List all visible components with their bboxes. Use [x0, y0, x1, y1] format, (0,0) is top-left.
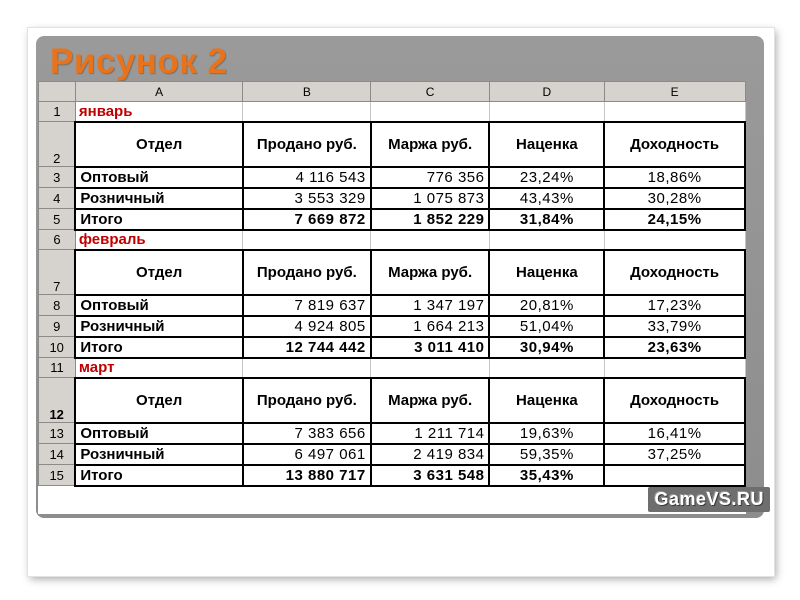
profit-cell[interactable]: 30,28% — [604, 188, 745, 209]
profit-cell[interactable]: 16,41% — [604, 423, 745, 444]
column-header-row — [39, 82, 746, 102]
empty-cell[interactable] — [604, 358, 745, 378]
row-header[interactable]: 6 — [39, 230, 76, 250]
column-header-d[interactable]: D — [489, 82, 604, 102]
column-header-b[interactable]: B — [243, 82, 371, 102]
markup-cell[interactable]: 20,81% — [489, 295, 604, 316]
table-row — [39, 444, 746, 465]
margin-cell[interactable]: 1 664 213 — [371, 316, 490, 337]
profit-cell[interactable] — [604, 465, 745, 486]
markup-cell[interactable]: 59,35% — [489, 444, 604, 465]
header-margin[interactable]: Маржа руб. — [371, 122, 490, 167]
empty-cell[interactable] — [489, 102, 604, 122]
month-label[interactable]: февраль — [75, 230, 243, 250]
row-header[interactable]: 7 — [39, 250, 76, 295]
empty-cell[interactable] — [243, 358, 371, 378]
sold-cell[interactable]: 3 553 329 — [243, 188, 371, 209]
header-department[interactable]: Отдел — [75, 250, 243, 295]
table-header-row — [39, 122, 746, 167]
table-header-row — [39, 250, 746, 295]
table-row — [39, 188, 746, 209]
slide-title: Рисунок 2 — [50, 42, 228, 81]
profit-cell[interactable]: 17,23% — [604, 295, 745, 316]
row-header[interactable]: 3 — [39, 167, 76, 188]
section-january — [39, 102, 746, 230]
row-header[interactable]: 1 — [39, 102, 76, 122]
sold-cell[interactable]: 4 924 805 — [243, 316, 371, 337]
month-label[interactable]: март — [75, 358, 243, 378]
margin-cell[interactable]: 1 211 714 — [371, 423, 490, 444]
total-row — [39, 465, 746, 486]
row-header[interactable]: 15 — [39, 465, 76, 486]
row-header[interactable]: 12 — [39, 378, 76, 423]
header-department[interactable]: Отдел — [75, 122, 243, 167]
total-row — [39, 209, 746, 230]
spreadsheet-grid — [38, 81, 746, 487]
department-cell[interactable]: Розничный — [75, 188, 243, 209]
sold-cell[interactable]: 4 116 543 — [243, 167, 371, 188]
department-cell[interactable]: Итого — [75, 209, 243, 230]
header-sold[interactable]: Продано руб. — [243, 122, 371, 167]
margin-cell[interactable]: 3 631 548 — [371, 465, 490, 486]
profit-cell[interactable]: 23,63% — [604, 337, 745, 358]
header-sold[interactable]: Продано руб. — [243, 378, 371, 423]
header-profitability[interactable]: Доходность — [604, 122, 745, 167]
empty-cell[interactable] — [371, 358, 490, 378]
margin-cell[interactable]: 1 347 197 — [371, 295, 490, 316]
margin-cell[interactable]: 1 075 873 — [371, 188, 490, 209]
sold-cell[interactable]: 7 383 656 — [243, 423, 371, 444]
select-all-corner[interactable] — [39, 82, 76, 102]
section-march — [39, 358, 746, 486]
department-cell[interactable]: Итого — [75, 465, 243, 486]
markup-cell[interactable]: 30,94% — [489, 337, 604, 358]
watermark-text: GameVS.RU — [654, 489, 764, 509]
row-header[interactable]: 10 — [39, 337, 76, 358]
empty-cell[interactable] — [371, 230, 490, 250]
markup-cell[interactable]: 51,04% — [489, 316, 604, 337]
month-row — [39, 230, 746, 250]
month-label[interactable]: январь — [75, 102, 243, 122]
department-cell[interactable]: Розничный — [75, 316, 243, 337]
header-markup[interactable]: Наценка — [489, 378, 604, 423]
row-header[interactable]: 4 — [39, 188, 76, 209]
row-header[interactable]: 9 — [39, 316, 76, 337]
row-header[interactable]: 5 — [39, 209, 76, 230]
margin-cell[interactable]: 1 852 229 — [371, 209, 490, 230]
row-header[interactable]: 2 — [39, 122, 76, 167]
section-february — [39, 230, 746, 358]
sold-cell[interactable]: 13 880 717 — [243, 465, 371, 486]
header-profitability[interactable]: Доходность — [604, 378, 745, 423]
table-row — [39, 167, 746, 188]
table-row — [39, 423, 746, 444]
markup-cell[interactable]: 35,43% — [489, 465, 604, 486]
profit-cell[interactable]: 37,25% — [604, 444, 745, 465]
profit-cell[interactable]: 24,15% — [604, 209, 745, 230]
empty-cell[interactable] — [243, 102, 371, 122]
table-row — [39, 295, 746, 316]
month-row — [39, 358, 746, 378]
total-row — [39, 337, 746, 358]
spreadsheet-image — [38, 81, 746, 514]
watermark-logo — [648, 487, 770, 512]
empty-cell[interactable] — [371, 102, 490, 122]
department-cell[interactable]: Итого — [75, 337, 243, 358]
row-header[interactable]: 13 — [39, 423, 76, 444]
header-sold[interactable]: Продано руб. — [243, 250, 371, 295]
row-header[interactable]: 14 — [39, 444, 76, 465]
markup-cell[interactable]: 23,24% — [489, 167, 604, 188]
header-margin[interactable]: Маржа руб. — [371, 250, 490, 295]
margin-cell[interactable]: 3 011 410 — [371, 337, 490, 358]
margin-cell[interactable]: 2 419 834 — [371, 444, 490, 465]
row-header[interactable]: 8 — [39, 295, 76, 316]
table-header-row — [39, 378, 746, 423]
department-cell[interactable]: Оптовый — [75, 295, 243, 316]
month-row — [39, 102, 746, 122]
empty-cell[interactable] — [604, 230, 745, 250]
sold-cell[interactable]: 12 744 442 — [243, 337, 371, 358]
sold-cell[interactable]: 6 497 061 — [243, 444, 371, 465]
table-row — [39, 316, 746, 337]
sold-cell[interactable]: 7 819 637 — [243, 295, 371, 316]
profit-cell[interactable]: 33,79% — [604, 316, 745, 337]
header-markup[interactable]: Наценка — [489, 122, 604, 167]
empty-cell[interactable] — [489, 358, 604, 378]
header-department[interactable]: Отдел — [75, 378, 243, 423]
header-markup[interactable]: Наценка — [489, 250, 604, 295]
column-header-a[interactable]: A — [75, 82, 243, 102]
margin-cell[interactable]: 776 356 — [371, 167, 490, 188]
header-margin[interactable]: Маржа руб. — [371, 378, 490, 423]
department-cell[interactable]: Розничный — [75, 444, 243, 465]
empty-cell[interactable] — [489, 230, 604, 250]
markup-cell[interactable]: 43,43% — [489, 188, 604, 209]
empty-cell[interactable] — [243, 230, 371, 250]
column-header-c[interactable]: C — [371, 82, 490, 102]
column-header-e[interactable]: E — [604, 82, 745, 102]
department-cell[interactable]: Оптовый — [75, 167, 243, 188]
markup-cell[interactable]: 19,63% — [489, 423, 604, 444]
empty-cell[interactable] — [604, 102, 745, 122]
department-cell[interactable]: Оптовый — [75, 423, 243, 444]
header-profitability[interactable]: Доходность — [604, 250, 745, 295]
markup-cell[interactable]: 31,84% — [489, 209, 604, 230]
profit-cell[interactable]: 18,86% — [604, 167, 745, 188]
row-header[interactable]: 11 — [39, 358, 76, 378]
sold-cell[interactable]: 7 669 872 — [243, 209, 371, 230]
